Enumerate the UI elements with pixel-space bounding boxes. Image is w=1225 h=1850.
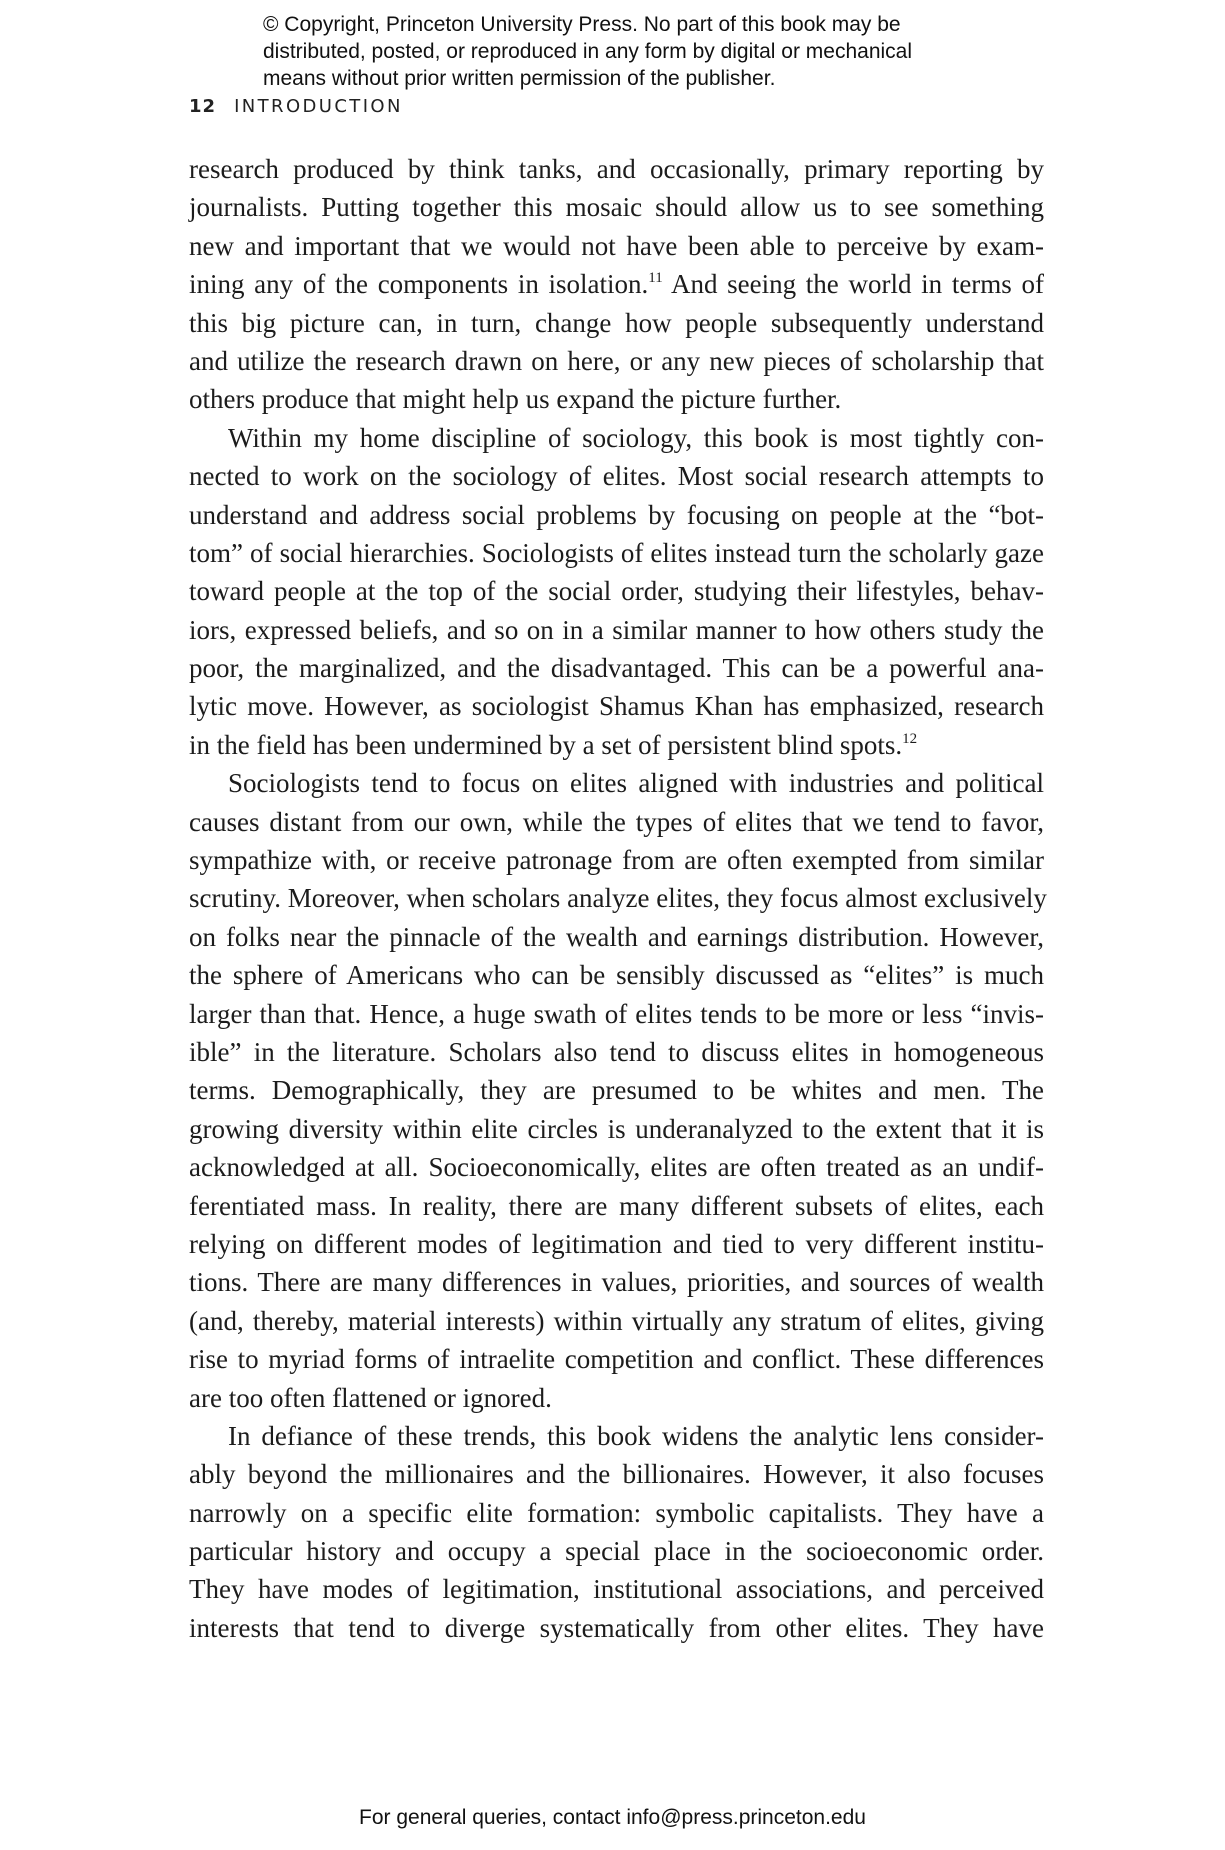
text-line: new and important that we would not have been able to perceive by exam- [189,230,1044,261]
text-line: scrutiny. Moreover, when scholars analyze elites, they focus almost exclusively [189,883,1047,914]
text-line: rise to myriad forms of intraelite competition and conflict. These differences [189,1344,1044,1375]
text-fragment: ining any of the components in isolation. [189,269,649,300]
text-line: particular history and occupy a special place in the socioeconomic order. [189,1536,1044,1567]
text-line: larger than that. Hence, a huge swath of elites tends to be more or less “invis- [189,998,1044,1029]
text-line: relying on different modes of legitimation and tied to very different institu- [189,1228,1044,1259]
text-line: the sphere of Americans who can be sensibly discussed as “elites” is much [189,960,1044,991]
text-line: are too often flattened or ignored. [189,1382,552,1413]
text-line: understand and address social problems by focusing on people at the “bot- [189,499,1044,530]
footnote-ref[interactable]: 11 [648,270,663,287]
running-head [189,96,403,117]
text-line: causes distant from our own, while the types of elites that we tend to favor, [189,806,1044,837]
copyright-notice [263,11,1023,92]
text-line: interests that tend to diverge systematically from other elites. They have [189,1612,1044,1643]
text-fragment: in the field has been undermined by a set of persistent blind spots. [189,729,903,760]
text-line: lytic move. However, as sociologist Shamus Khan has emphasized, research [189,691,1044,722]
text-line: ferentiated mass. In reality, there are many different subsets of elites, each [189,1190,1044,1221]
text-line: narrowly on a specific elite formation: symbolic capitalists. They have a [189,1497,1044,1528]
text-line: They have modes of legitimation, institutional associations, and perceived [189,1574,1044,1605]
text-line: tom” of social hierarchies. Sociologists of elites instead turn the scholarly gaze [189,537,1044,568]
copyright-line: © Copyright, Princeton University Press. No part of this book may be [263,13,901,36]
text-line: poor, the marginalized, and the disadvantaged. This can be a powerful ana- [189,653,1044,684]
text-line: iors, expressed beliefs, and so on in a similar manner to how others study the [189,614,1044,645]
text-line: sympathize with, or receive patronage from are often exempted from similar [189,845,1044,876]
text-line: Sociologists tend to focus on elites aligned with industries and political [228,768,1044,799]
text-fragment: And seeing the world in terms of [670,269,1044,300]
text-line: toward people at the top of the social order, studying their lifestyles, behav- [189,576,1044,607]
text-line: journalists. Putting together this mosaic should allow us to see something [189,192,1044,223]
text-line: In defiance of these trends, this book widens the analytic lens consider- [228,1420,1044,1451]
text-line: on folks near the pinnacle of the wealth and earnings distribution. However, [189,921,1044,952]
text-line: terms. Demographically, they are presumed to be whites and men. The [189,1075,1044,1106]
page-number: 12 [189,96,217,117]
text-line: ably beyond the millionaires and the billionaires. However, it also focuses [189,1459,1044,1490]
text-line: others produce that might help us expand the picture further. [189,384,842,415]
footer-contact: For general queries, contact info@press.princeton.edu [359,1806,866,1829]
section-title: INTRODUCTION [234,96,403,117]
text-line: ible” in the literature. Scholars also tend to discuss elites in homogeneous [189,1036,1044,1067]
text-line: and utilize the research drawn on here, or any new pieces of scholarship that [189,345,1044,376]
text-line: growing diversity within elite circles is underanalyzed to the extent that it is [189,1113,1044,1144]
text-line: (and, thereby, material interests) within virtually any stratum of elites, giving [189,1305,1044,1336]
text-line: research produced by think tanks, and occasionally, primary reporting by [189,154,1044,184]
body-text [189,150,1047,1647]
footnote-ref[interactable]: 12 [902,730,918,747]
text-line: acknowledged at all. Socioeconomically, elites are often treated as an undif- [189,1152,1044,1183]
copyright-line: distributed, posted, or reproduced in any form by digital or mechanical [263,40,913,63]
text-line: this big picture can, in turn, change how people subsequently understand [189,307,1044,338]
text-line [189,726,1044,764]
text-line: nected to work on the sociology of elites. Most social research attempts to [189,461,1044,492]
text-line: Within my home discipline of sociology, this book is most tightly con- [228,422,1044,453]
text-line [189,265,1044,303]
copyright-line: means without prior written permission of the publisher. [263,67,776,90]
text-line: tions. There are many differences in values, priorities, and sources of wealth [189,1267,1044,1298]
